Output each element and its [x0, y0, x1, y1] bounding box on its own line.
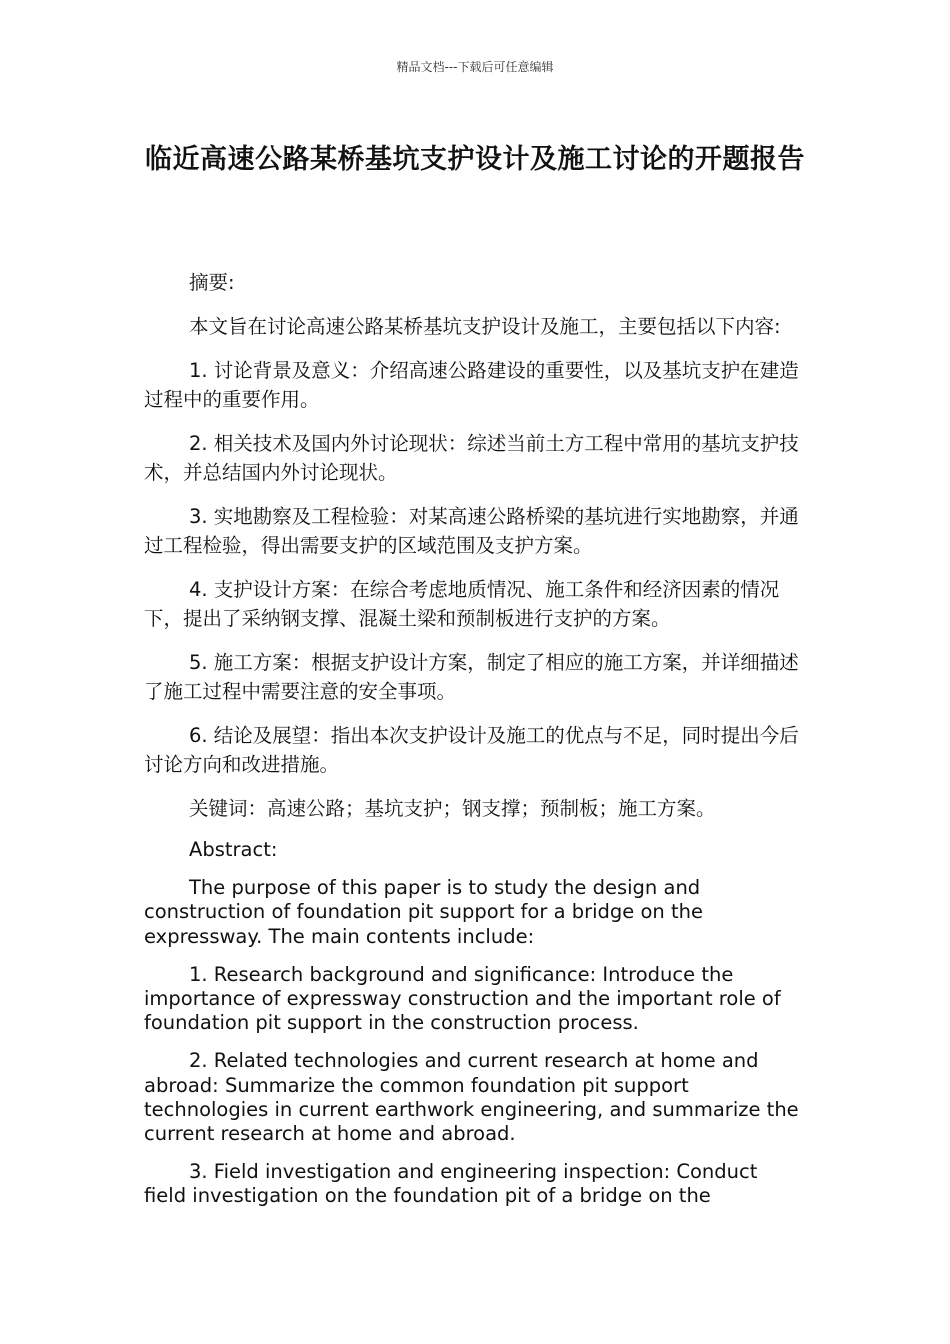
item-3-zh: 3. 实地勘察及工程检验：对某高速公路桥梁的基坑进行实地勘察，并通过工程检验，得出需要支护的区域范围及支护方案。 — [144, 505, 799, 557]
item-1-en: 1. Research background and significance: Introduce the importance of expressway construction and the important role of foundation pit support in the construction process. — [144, 962, 781, 1035]
item-6-zh: 6. 结论及展望：指出本次支护设计及施工的优点与不足，同时提出今后讨论方向和改进措施。 — [144, 724, 799, 776]
item-5-zh: 5. 施工方案：根据支护设计方案，制定了相应的施工方案，并详细描述了施工过程中需要注意的安全事项。 — [144, 651, 799, 703]
intro-paragraph-zh: 本文旨在讨论高速公路某桥基坑支护设计及施工，主要包括以下内容: — [189, 315, 781, 338]
abstract-heading-zh: 摘要: — [189, 271, 235, 294]
item-3-en: 3. Field investigation and engineering inspection: Conduct field investigation on the foundation pit of a bridge on the — [144, 1160, 758, 1208]
document-body — [144, 268, 804, 1223]
item-2-zh: 2. 相关技术及国内外讨论现状：综述当前土方工程中常用的基坑支护技术，并总结国内外讨论现状。 — [144, 432, 799, 484]
page-header-note: 精品文档---下载后可任意编辑 — [396, 60, 554, 74]
intro-paragraph-en: The purpose of this paper is to study the design and construction of foundation pit support for a bridge on the expressway. The main contents include: — [144, 876, 703, 948]
item-4-zh: 4. 支护设计方案：在综合考虑地质情况、施工条件和经济因素的情况下，提出了采纳钢支撑、混凝土梁和预制板进行支护的方案。 — [144, 578, 780, 630]
abstract-heading-en: Abstract: — [189, 838, 278, 861]
item-2-en: 2. Related technologies and current research at home and abroad: Summarize the common foundation pit support technologies in current earthwork engineering, and summarize the current research at home and abroad. — [144, 1049, 799, 1146]
item-1-zh: 1. 讨论背景及意义：介绍高速公路建设的重要性，以及基坑支护在建造过程中的重要作用。 — [144, 359, 799, 411]
document-title: 临近高速公路某桥基坑支护设计及施工讨论的开题报告 — [145, 144, 805, 175]
keywords-zh: 关键词：高速公路；基坑支护；钢支撑；预制板；施工方案。 — [189, 797, 716, 820]
